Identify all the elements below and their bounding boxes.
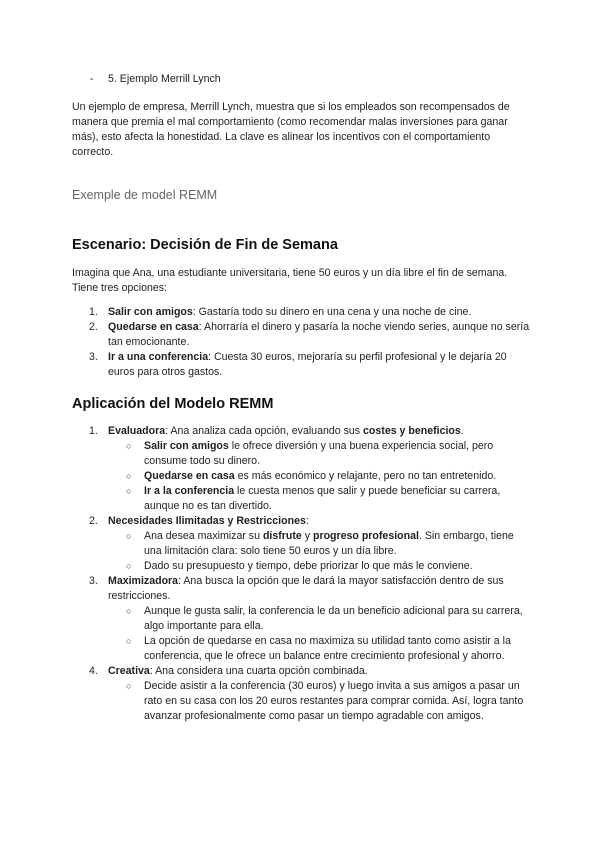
merrill-paragraph: Un ejemplo de empresa, Merrill Lynch, muestra que si los empleados son recompensados de manera que premia el mal comportamiento (como recomendar malas inversiones para ganar más), esto afecta la honestidad. La clave es alinear los incentivos con el comportamiento correcto.	[72, 101, 510, 158]
sub-text: le cuesta menos que salir y puede beneficiar su carrera, aunque no es tan divertido.	[144, 485, 501, 512]
sub-text: Aunque le gusta salir, la conferencia le da un beneficio adicional para su carrera, algo importante para ella.	[144, 605, 523, 632]
option-title: Salir con amigos	[108, 306, 193, 318]
circle-bullet-icon: ○	[126, 606, 132, 616]
remm-list	[72, 424, 532, 724]
sub-bold: Ir a la conferencia	[144, 485, 235, 497]
remm-title: Maximizadora	[108, 575, 179, 587]
circle-bullet-icon: ○	[126, 471, 132, 481]
sub-bold: Salir con amigos	[144, 440, 229, 452]
sub-text: Decide asistir a la conferencia (30 euros) y luego invita a sus amigos a pasar un rato en su casa con los 20 euros restantes para comprar comida. Así, logra tanto avanzar profesionalmente como pasar un tiempo agradable con amigos.	[144, 680, 524, 722]
sub-item	[72, 439, 532, 469]
remm-number: 2.	[89, 515, 98, 527]
sub-text: le ofrece diversión y una buena experiencia social, pero consume todo su dinero.	[144, 440, 494, 467]
sub-item	[72, 679, 532, 724]
option-text: : Gastaría todo su dinero en una cena y una noche de cine.	[192, 306, 472, 318]
dash-item-label: 5. Ejemplo Merrill Lynch	[108, 73, 221, 85]
remm-title: Evaluadora	[108, 425, 166, 437]
options-list	[72, 305, 532, 380]
sub-item	[72, 559, 532, 574]
remm-item	[72, 424, 532, 439]
remm-text: .	[460, 425, 464, 437]
circle-bullet-icon: ○	[126, 531, 132, 541]
remm-item	[72, 514, 532, 529]
sub-text: . Sin embargo, tiene una limitación clara: solo tiene 50 euros y un día libre.	[144, 530, 514, 557]
remm-text: : Ana analiza cada opción, evaluando sus	[165, 425, 364, 437]
option-title: Ir a una conferencia	[108, 351, 209, 363]
sub-bold: disfrute	[262, 530, 302, 542]
sub-item	[72, 469, 532, 484]
remm-title: Necesidades Ilimitadas y Restricciones	[108, 515, 306, 527]
circle-bullet-icon: ○	[126, 441, 132, 451]
option-number: 2.	[89, 321, 98, 333]
option-item	[72, 320, 532, 350]
remm-bold-text: costes y beneficios	[363, 425, 461, 437]
remm-number: 4.	[89, 665, 98, 677]
sub-item	[72, 484, 532, 514]
remm-number: 3.	[89, 575, 98, 587]
section-subtitle: Exemple de model REMM	[72, 188, 218, 202]
sub-text: Ana desea maximizar su	[144, 530, 263, 542]
remm-number: 1.	[89, 425, 98, 437]
sub-bold: Quedarse en casa	[144, 470, 235, 482]
dash-marker: -	[90, 73, 94, 85]
option-text: : Cuesta 30 euros, mejoraría su perfil profesional y le dejaría 20 euros para otros gastos.	[108, 351, 507, 378]
remm-text: : Ana considera una cuarta opción combinada.	[149, 665, 368, 677]
remm-text: : Ana busca la opción que le dará la mayor satisfacción dentro de sus restricciones.	[108, 575, 504, 602]
circle-bullet-icon: ○	[126, 486, 132, 496]
option-item	[72, 305, 532, 320]
remm-item	[72, 664, 532, 679]
sub-item	[72, 529, 532, 559]
option-text: : Ahorraría el dinero y pasaría la noche viendo series, aunque no sería tan emocionante.	[108, 321, 530, 348]
sub-text: La opción de quedarse en casa no maximiza su utilidad tanto como asistir a la conferencia, que le ofrece un balance entre crecimiento profesional y ahorro.	[144, 635, 511, 662]
circle-bullet-icon: ○	[126, 636, 132, 646]
escenario-heading: Escenario: Decisión de Fin de Semana	[72, 237, 338, 253]
remm-text: :	[305, 515, 309, 527]
remm-title: Creativa	[108, 665, 150, 677]
escenario-paragraph: Imagina que Ana, una estudiante universitaria, tiene 50 euros y un día libre el fin de semana. Tiene tres opciones:	[72, 267, 508, 294]
option-item	[72, 350, 532, 380]
sub-text: Dado su presupuesto y tiempo, debe priorizar lo que más le conviene.	[144, 560, 473, 572]
aplicacion-heading: Aplicación del Modelo REMM	[72, 396, 274, 412]
sub-item	[72, 604, 532, 634]
option-number: 3.	[89, 351, 98, 363]
option-title: Quedarse en casa	[108, 321, 199, 333]
sub-text: es más económico y relajante, pero no tan entretenido.	[234, 470, 497, 482]
circle-bullet-icon: ○	[126, 681, 132, 691]
remm-item	[72, 574, 532, 604]
sub-bold: progreso profesional	[312, 530, 419, 542]
sub-text: y	[301, 530, 313, 542]
option-number: 1.	[89, 306, 98, 318]
circle-bullet-icon: ○	[126, 561, 132, 571]
sub-item	[72, 634, 532, 664]
